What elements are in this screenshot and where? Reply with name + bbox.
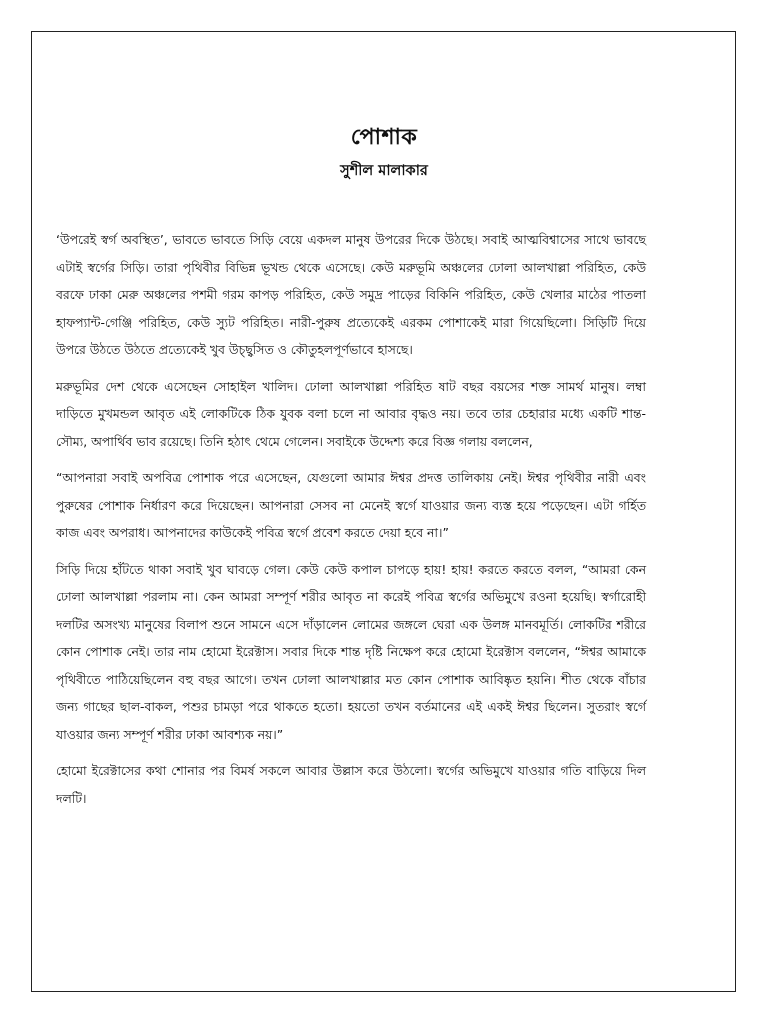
paragraph: হোমো ইরেক্টাসের কথা শোনার পর বিমর্ষ সকলে আবার উল্লাস করে উঠলো। স্বর্গের অভিমুখে যাওয়ার গতি বাড়িয়ে দিল দলটি। xyxy=(56,763,646,806)
paragraph: ‘উপরেই স্বর্গ অবস্থিত’, ভাবতে ভাবতে সিড়ি বেয়ে একদল মানুষ উপরের দিকে উঠছে। সবাই আত্মবিশ্বাসের সাথে ভাবছে এটাই স্বর্গের সিড়ি। তারা পৃথিবীর বিভিন্ন ভূখন্ড থেকে এসেছে। কেউ মরুভূমি অঞ্চলের ঢোলা আলখাল্লা পরিহিত, কেউ বরফে ঢাকা মেরু অঞ্চলের পশমী গরম কাপড় পরিহিত, কেউ সমুদ্র পাড়ের বিকিনি পরিহিত, কেউ খেলার মাঠের পাতলা হাফপ্যান্ট-গেঞ্জি পরিহিত, কেউ স্যুট পরিহিত। নারী-পুরুষ প্রত্যেকেই এরকম পোশাকেই মারা গিয়েছিলো। সিড়িটি দিয়ে উপরে উঠতে উঠতে প্রত্যেকেই খুব উচ্ছ্বসিত ও কৌতুহলপূর্ণভাবে হাসছে। xyxy=(56,232,646,357)
story-body xyxy=(56,226,646,812)
document-title: পোশাক xyxy=(350,125,418,150)
paragraph: মরুভূমির দেশ থেকে এসেছেন সোহাইল খালিদ। ঢোলা আলখাল্লা পরিহিত ষাট বছর বয়সের শক্ত সামর্থ মানুষ। লম্বা দাড়িতে মুখমন্ডল আবৃত এই লোকটিকে ঠিক যুবক বলা চলে না আবার বৃদ্ধও নয়। তবে তার চেহারার মধ্যে একটি শান্ত-সৌম্য, অপার্থিব ভাব রয়েছে। তিনি হঠাৎ থেমে গেলেন। সবাইকে উদ্দেশ্য করে বিজ্ঞ গলায় বললেন, xyxy=(56,378,646,449)
paragraph: সিড়ি দিয়ে হাঁটতে থাকা সবাই খুব ঘাবড়ে গেল। কেউ কেউ কপাল চাপড়ে হায়! হায়! করতে করতে বলল, “আমরা কেন ঢোলা আলখাল্লা পরলাম না। কেন আমরা সম্পূর্ণ শরীর আবৃত না করেই পবিত্র স্বর্গের অভিমুখে রওনা হয়েছি। স্বর্গারোহী দলটির অসংখ্য মানুষের বিলাপ শুনে সামনে এসে দাঁড়ালেন লোমের জঙ্গলে ঘেরা এক উলঙ্গ মানবমূর্তি। লোকটির শরীরে কোন পোশাক নেই। তার নাম হোমো ইরেক্টাস। সবার দিকে শান্ত দৃষ্টি নিক্ষেপ করে হোমো ইরেক্টাস বললেন, “ঈশ্বর আমাকে পৃথিবীতে পাঠিয়েছিলেন বহু বছর আগে। তখন ঢোলা আলখাল্লার মত কোন পোশাক আবিষ্কৃত হয়নি। শীত থেকে বাঁচার জন্য গাছের ছাল-বাকল, পশুর চামড়া পরে থাকতে হতো। হয়তো তখন বর্তমানের এই একই ঈশ্বর ছিলেন। সুতরাং স্বর্গে যাওয়ার জন্য সম্পূর্ণ শরীর ঢাকা আবশ্যক নয়।” xyxy=(56,561,646,742)
paragraph: “আপনারা সবাই অপবিত্র পোশাক পরে এসেছেন, যেগুলো আমার ঈশ্বর প্রদত্ত তালিকায় নেই। ঈশ্বর পৃথিবীর নারী এবং পুরুষের পোশাক নির্ধারণ করে দিয়েছেন। আপনারা সেসব না মেনেই স্বর্গে যাওয়ার জন্য ব্যস্ত হয়ে পড়েছেন। এটা গর্হিত কাজ এবং অপরাধ। আপনাদের কাউকেই পবিত্র স্বর্গে প্রবেশ করতে দেয়া হবে না।” xyxy=(56,470,646,540)
author-name: সুশীল মালাকার xyxy=(340,163,428,179)
